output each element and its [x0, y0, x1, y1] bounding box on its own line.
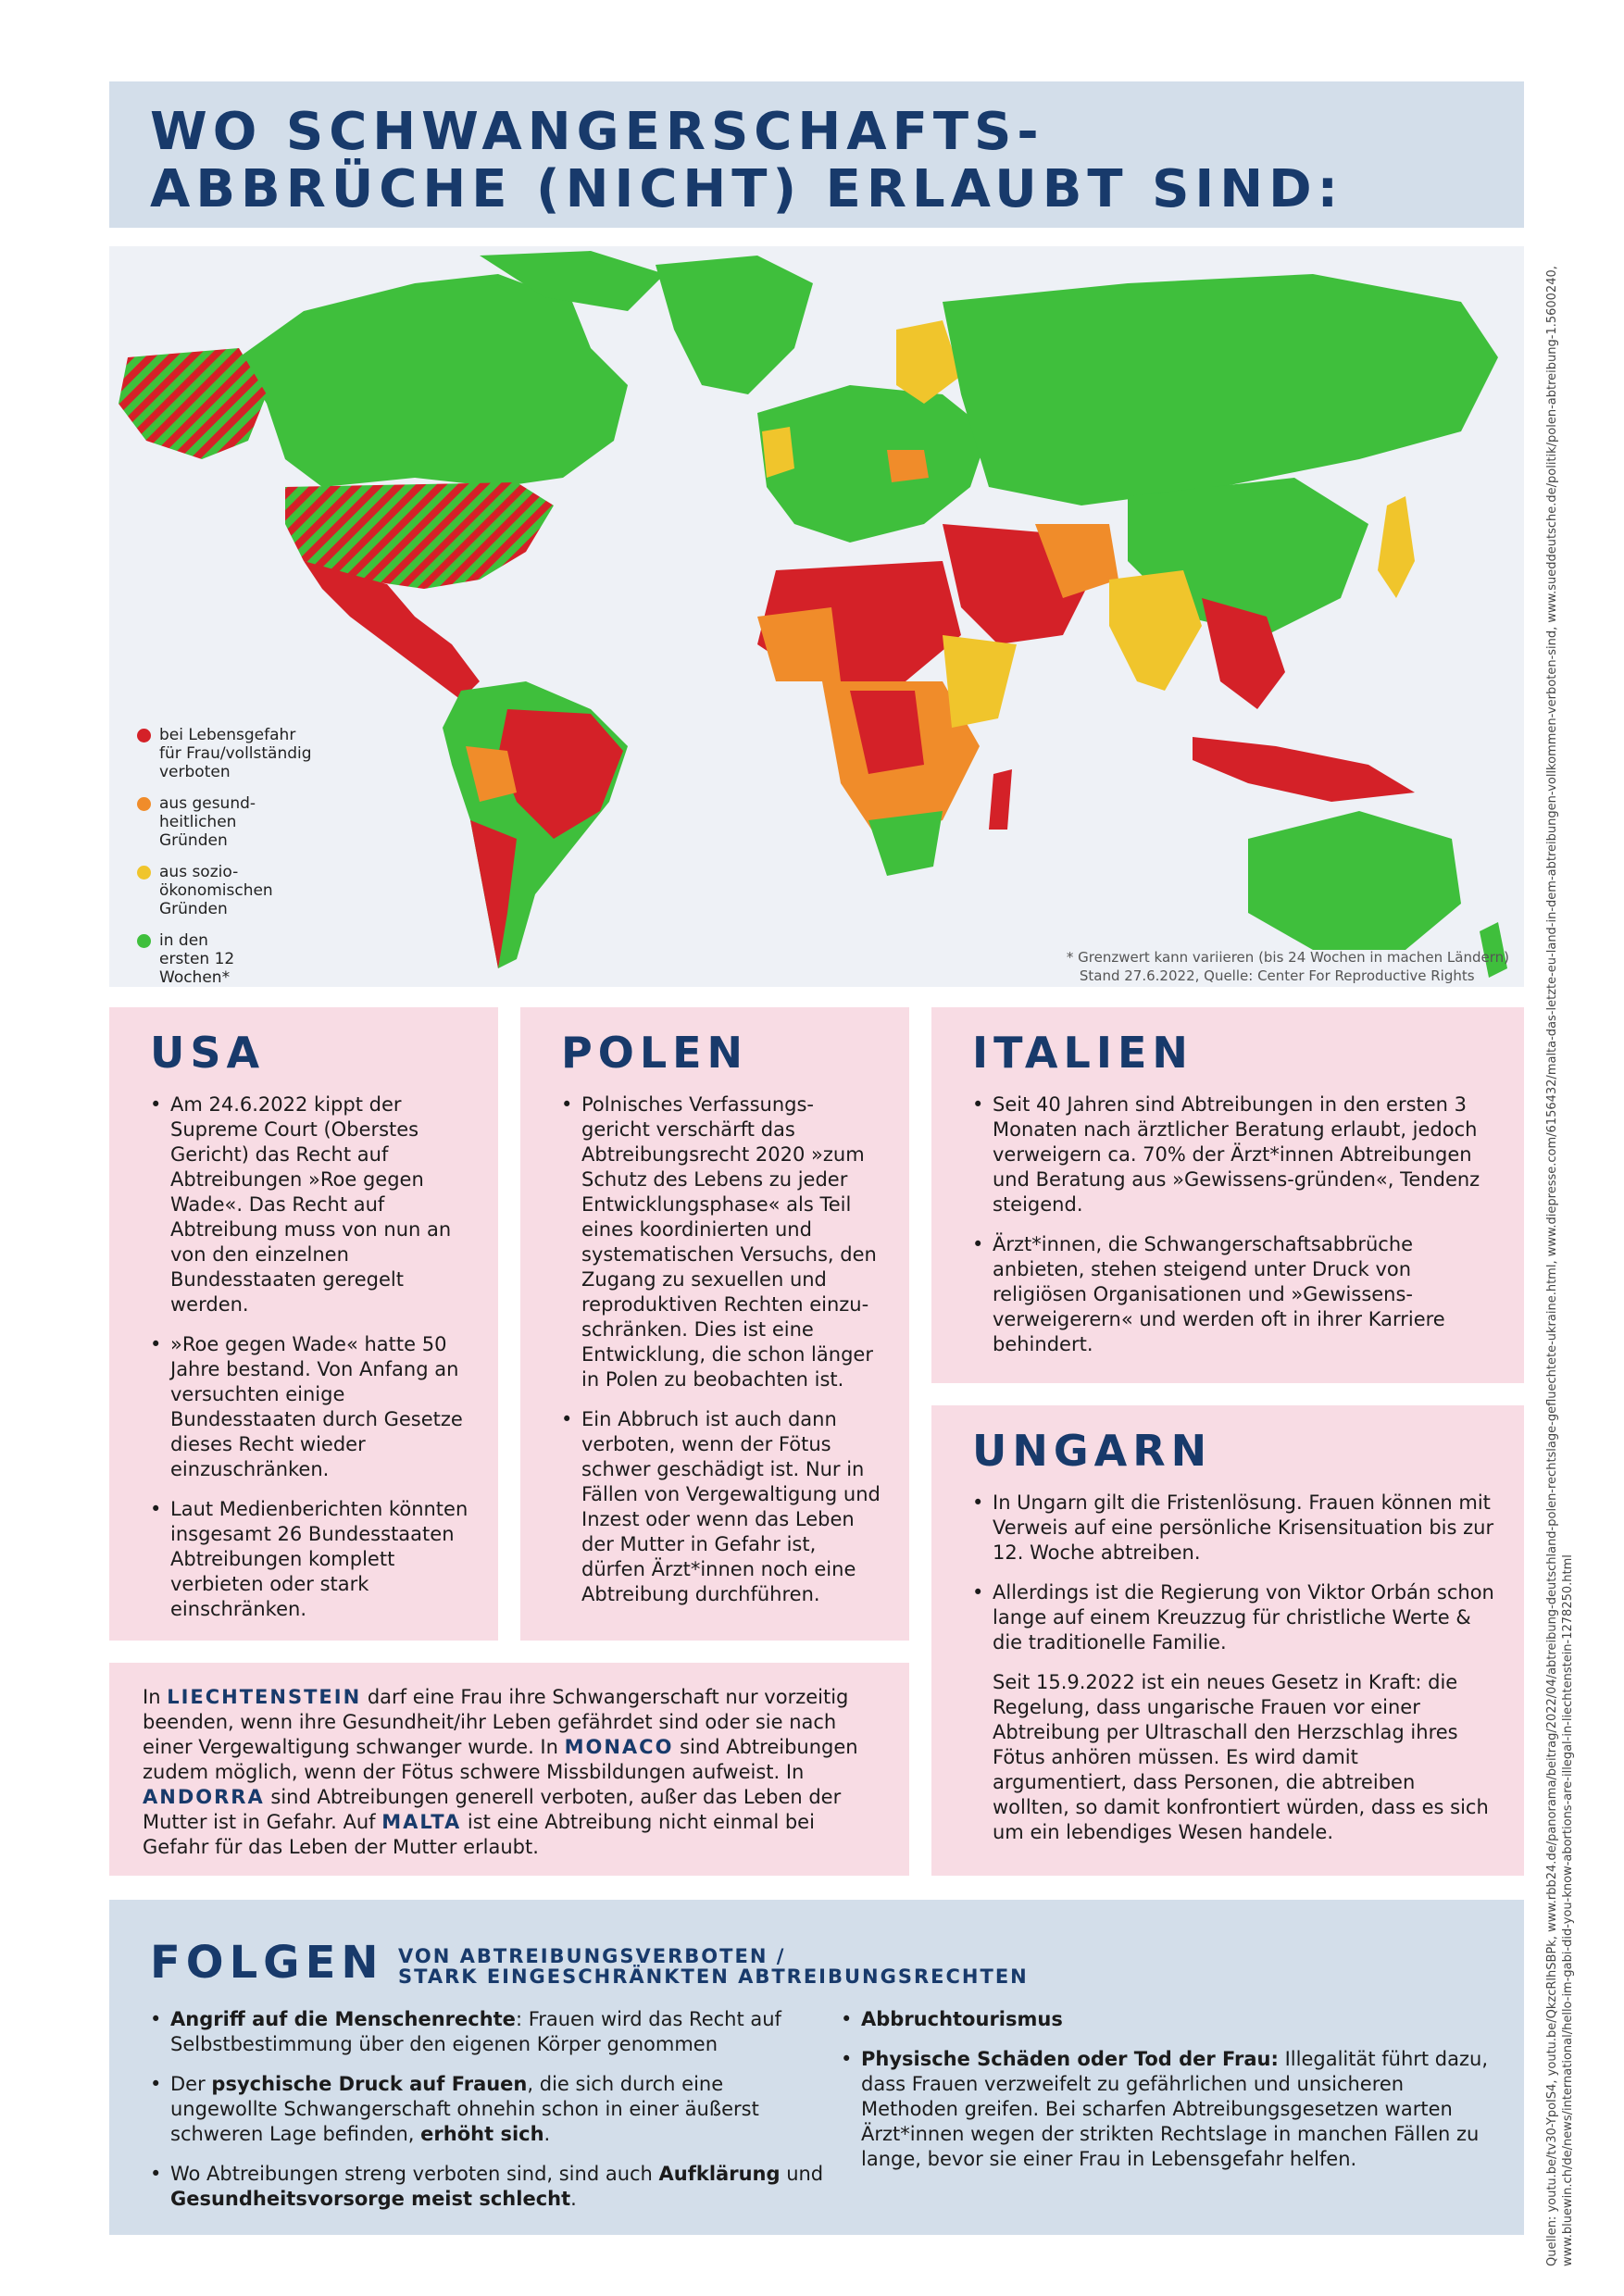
region-poland [887, 450, 929, 482]
legend-label-green: in den ersten 12 Wochen* [159, 931, 235, 987]
card-italien [931, 1007, 1524, 1383]
region-japan [1378, 496, 1415, 598]
region-canada [239, 274, 628, 487]
legend-dot-orange [137, 797, 151, 811]
list-item: • In Ungarn gilt die Fristenlösung. Frauen können mit Verweis auf eine persönliche Krisensituation bis zur 12. Woche abtreiben. [972, 1491, 1496, 1566]
text-part: ist eine Abtreibung nicht einmal bei Gefahr für das Leben der Mutter erlaubt. [143, 1811, 815, 1858]
legend-label-red: bei Lebensgefahr für Frau/vollständig verboten [159, 726, 312, 781]
list-item: • Am 24.6.2022 kippt der Supreme Court (Oberstes Gericht) das Recht auf Abtreibungen »Roe gegen Wade«. Das Recht auf Abtreibung muss von nun an von den einzelnen Bundesstaaten geregelt werden. [150, 1092, 470, 1317]
bold-text: erhöht sich [420, 2123, 544, 2145]
card-italien-list [931, 1092, 1524, 1357]
legend-dot-green [137, 934, 151, 948]
text-part: sind Abtreibungen zudem möglich, wenn der Fötus schwere Missbildungen aufweist. In [143, 1736, 858, 1783]
sources-vertical: Quellen: youtu.be/tv30-YpoIS4, youtu.be/QkzcRlhSBPk, www.rbb24.de/panorama/beitrag/2022/04/abtreibung-deutschland-polen-rechtslage-gefluechtete-ukraine.html, www.diepresse.com/6156432/malta-das-letzte-eu-land-in-dem-abtreibungen-vollkommen-verboten-sind, www.sueddeutsche.de/politik/polen-abtreibung-1.5600240, www.bluewin.ch/de/news/international/hello-im-gabi-did-you-know-abortions-are-illegal-in-liechtenstein-1278250.html [1545, 266, 1575, 2266]
legend-item-yellow [137, 863, 313, 918]
map-note-source: Stand 27.6.2022, Quelle: Center For Reproductive Rights [1079, 967, 1475, 984]
legend-label-yellow: aus sozio- ökonomischen Gründen [159, 863, 273, 918]
list-item [841, 2047, 1489, 2172]
country-malta: MALTA [381, 1811, 462, 1833]
country-liechtenstein: LIECHTENSTEIN [167, 1686, 362, 1708]
card-italien-heading: ITALIEN [972, 1028, 1193, 1078]
folgen-column-right [841, 2007, 1489, 2187]
card-ungarn [931, 1405, 1524, 1876]
text-part: : Frauen wird das Recht auf Selbstbestimmung über den eigenen Körper genommen [170, 2008, 781, 2055]
text-part: sind Abtreibungen generell verboten, außer das Leben der Mutter ist in Gefahr. Auf [143, 1786, 842, 1833]
legend-dot-yellow [137, 866, 151, 880]
map-note-threshold: * Grenzwert kann variieren (bis 24 Wochen in machen Ländern) [1066, 949, 1509, 966]
world-map [109, 246, 1524, 987]
region-russia [943, 274, 1498, 505]
region-west-africa [757, 607, 841, 681]
card-usa-heading: USA [150, 1028, 266, 1078]
text-part: In [143, 1686, 168, 1708]
card-ungarn-list [931, 1491, 1524, 1655]
list-item: • Ärzt*innen, die Schwangerschaftsabbrüche anbieten, stehen steigend unter Druck von religiösen Organisationen und »Gewissens-verweigerern« und werden oft in ihrer Karriere behindert. [972, 1232, 1496, 1357]
country-andorra: ANDORRA [143, 1786, 265, 1808]
list-item: • Ein Abbruch ist auch dann verboten, wenn der Fötus schwer geschädigt ist. Nur in Fällen von Vergewaltigung und Inzest oder wenn das Leben der Mutter in Gefahr ist, dürfen Ärzt*innen noch eine Abtreibung durchführen. [561, 1407, 881, 1607]
bold-text: Gesundheitsvorsorge meist schlecht [170, 2188, 571, 2210]
text-part: darf eine Frau ihre Schwangerschaft nur vorzeitig beenden, wenn ihre Gesundheit/ihr Leben gefährdet sind oder sie nach einer Vergewaltigung schwanger wurde. In [143, 1686, 849, 1758]
list-item: • Polnisches Verfassungs-gericht verschärft das Abtreibungsrecht 2020 »zum Schutz des Lebens zu jeder Entwicklungsphase« als Teil eines koordinierten und systematischen Versuchs, den Zugang zu sexuellen und reproduktiven Rechten einzu-schränken. Dies ist eine Entwicklung, die schon länger in Polen zu beobachten ist. [561, 1092, 881, 1392]
bold-text: Abbruchtourismus [861, 2008, 1063, 2030]
folgen-subheading-line-1: VON ABTREIBUNGSVERBOTEN / [398, 1945, 786, 1967]
legend-label-orange: aus gesund- heitlichen Gründen [159, 794, 256, 850]
folgen-subheading [398, 1946, 1029, 1987]
text-part: Wo Abtreibungen streng verboten sind, sind auch [170, 2163, 659, 2185]
region-uk [762, 427, 794, 478]
microstates-text [143, 1685, 883, 1860]
title-line-2: ABBRÜCHE (NICHT) ERLAUBT SIND: [150, 159, 1344, 219]
region-australia [1248, 811, 1461, 950]
text-part: Illegalität führt dazu, dass Frauen verzweifelt zu gefährlichen und unsicheren Methoden greifen. Bei scharfen Abtreibungsgesetzen warten Ärzt*innen wegen der strikten Rechtslage in manchen Fällen zu lange, bevor sie einer Frau in Lebensgefahr helfen. [861, 2048, 1489, 2170]
title-banner [109, 81, 1524, 228]
legend-item-green [137, 931, 313, 987]
list-item [150, 2162, 826, 2212]
world-map-graphic [109, 246, 1524, 987]
card-usa-list [109, 1092, 498, 1622]
map-note [1067, 948, 1509, 985]
folgen-heading: FOLGEN [150, 1937, 384, 1989]
list-item [150, 2072, 826, 2147]
text-part: . [570, 2188, 577, 2210]
region-alaska [119, 348, 267, 459]
legend-dot-red [137, 729, 151, 742]
card-usa [109, 1007, 498, 1641]
region-east-africa [943, 635, 1017, 728]
card-microstates [109, 1663, 909, 1876]
card-polen [520, 1007, 909, 1641]
list-item [841, 2007, 1489, 2032]
text-part: und [780, 2163, 824, 2185]
card-folgen [109, 1900, 1524, 2235]
bold-text: Aufklärung [658, 2163, 781, 2185]
card-ungarn-heading: UNGARN [972, 1426, 1213, 1476]
text-part: . [543, 2123, 551, 2145]
legend-item-red [137, 726, 313, 781]
folgen-subheading-line-2: STARK EINGESCHRÄNKTEN ABTREIBUNGSRECHTEN [398, 1965, 1029, 1988]
bold-text: Angriff auf die Menschenrechte [170, 2008, 516, 2030]
list-item: • Laut Medienberichten könnten insgesamt 26 Bundesstaaten Abtreibungen komplett verbieten oder stark einschränken. [150, 1497, 470, 1622]
card-polen-heading: POLEN [561, 1028, 749, 1078]
text-part: Der [170, 2073, 212, 2095]
region-greenland [656, 256, 813, 394]
list-item: • »Roe gegen Wade« hatte 50 Jahre bestand. Von Anfang an versuchten einige Bundesstaaten durch Gesetze dieses Recht wieder einzuschränken. [150, 1332, 470, 1482]
region-madagascar [989, 769, 1012, 830]
card-ungarn-paragraph: Seit 15.9.2022 ist ein neues Gesetz in Kraft: die Regelung, dass ungarische Frauen vor einer Abtreibung per Ultraschall den Herzschlag ihres Fötus anhören müssen. Es wird damit argumentiert, dass Personen, die abtreiben wollten, so damit konfrontiert würden, dass es sich um ein lebendiges Wesen handele. [993, 1671, 1489, 1843]
region-south-africa [868, 811, 943, 876]
list-item [150, 2007, 826, 2057]
map-legend [137, 726, 313, 1000]
text-part: , die sich durch eine ungewollte Schwangerschaft ohnehin schon in einer äußerst schweren Lage befinden, [170, 2073, 759, 2145]
bold-text: psychische Druck auf Frauen [211, 2073, 528, 2095]
page-title [150, 104, 1343, 218]
title-line-1: WO SCHWANGERSCHAFTS- [150, 102, 1044, 162]
folgen-column-left [150, 2007, 826, 2227]
bold-text: Physische Schäden oder Tod der Frau: [861, 2048, 1279, 2070]
legend-item-orange [137, 794, 313, 850]
country-monaco: MONACO [564, 1736, 674, 1758]
region-india [1109, 570, 1202, 691]
list-item: • Allerdings ist die Regierung von Viktor Orbán schon lange auf einem Kreuzzug für christliche Werte & die traditionelle Familie. [972, 1580, 1496, 1655]
card-polen-list [520, 1092, 909, 1607]
region-indonesia [1193, 737, 1415, 802]
list-item: • Seit 40 Jahren sind Abtreibungen in den ersten 3 Monaten nach ärztlicher Beratung erlaubt, jedoch verweigern ca. 70% der Ärzt*innen Abtreibungen und Beratung aus »Gewissens-gründen«, Tendenz steigend. [972, 1092, 1496, 1217]
